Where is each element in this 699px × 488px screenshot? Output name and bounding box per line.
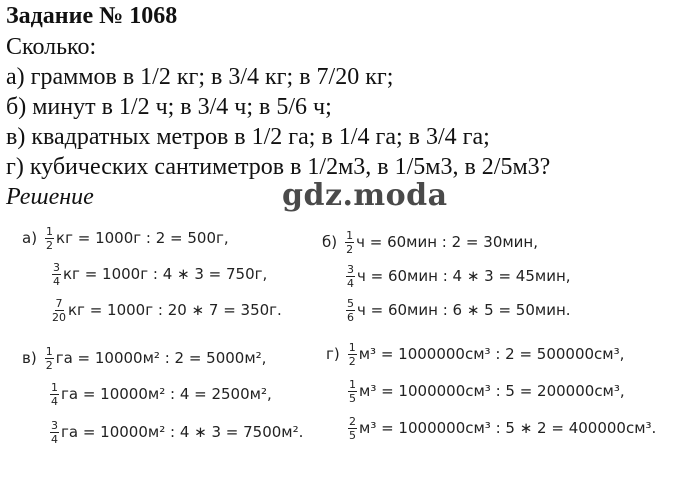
- solution-a-label: а): [22, 229, 38, 247]
- expression: ч = 60мин : 6 ∗ 5 = 50мин.: [357, 301, 571, 319]
- solution-b-line-3: [346, 296, 571, 324]
- question-d: г) кубических сантиметров в 1/2м3, в 1/5м3, в 2/5м3?: [6, 154, 551, 180]
- fraction: 1 2: [348, 340, 356, 368]
- expression: ч = 60мин : 4 ∗ 3 = 45мин,: [357, 267, 571, 285]
- fraction: 3 4: [51, 418, 58, 446]
- fraction: 1 4: [51, 380, 58, 408]
- expression: кг = 1000г : 20 ∗ 7 = 350г.: [68, 301, 282, 319]
- solution-a-line-3: [52, 296, 282, 324]
- solution-c-line-3: [50, 418, 303, 446]
- fraction: 1 5: [349, 377, 356, 405]
- fraction: 2 5: [349, 414, 356, 442]
- watermark-logo: gdz.moda: [282, 178, 448, 213]
- expression: га = 10000м² : 2 = 5000м²,: [55, 349, 267, 367]
- solution-c-line-2: [50, 380, 272, 408]
- solution-c-label: в): [22, 349, 37, 367]
- solution-d-label: г): [326, 345, 340, 363]
- fraction: 5 6: [347, 296, 354, 324]
- expression: га = 10000м² : 4 ∗ 3 = 7500м².: [61, 423, 304, 441]
- expression: м³ = 1000000см³ : 5 = 200000см³,: [359, 382, 625, 400]
- question-a: а) граммов в 1/2 кг; в 3/4 кг; в 7/20 кг;: [6, 64, 394, 90]
- solution-c-line-1: [22, 344, 266, 372]
- solution-heading: Решение: [6, 184, 94, 210]
- solution-b-line-1: [322, 228, 538, 256]
- fraction: 3 4: [53, 260, 60, 288]
- expression: м³ = 1000000см³ : 2 = 500000см³,: [358, 345, 625, 363]
- question-b: б) минут в 1/2 ч; в 3/4 ч; в 5/6 ч;: [6, 94, 332, 120]
- task-title: Задание № 1068: [6, 3, 178, 29]
- expression: га = 10000м² : 4 = 2500м²,: [61, 385, 272, 403]
- solution-d-line-2: [348, 377, 625, 405]
- fraction: 3 4: [347, 262, 354, 290]
- question-c: в) квадратных метров в 1/2 га; в 1/4 га; в 3/4 га;: [6, 124, 490, 150]
- expression: ч = 60мин : 2 = 30мин,: [356, 233, 538, 251]
- expression: кг = 1000г : 4 ∗ 3 = 750г,: [63, 265, 268, 283]
- expression: м³ = 1000000см³ : 5 ∗ 2 = 400000см³.: [359, 419, 657, 437]
- fraction: 7 20: [52, 296, 66, 324]
- solution-a-line-1: [22, 224, 229, 252]
- solution-d-line-1: [326, 340, 624, 368]
- solution-b-label: б): [322, 233, 338, 251]
- solution-b-line-2: [346, 262, 571, 290]
- fraction: 1 2: [45, 344, 53, 372]
- fraction: 1 2: [346, 228, 354, 256]
- expression: кг = 1000г : 2 = 500г,: [56, 229, 229, 247]
- task-subtitle: Сколько:: [6, 34, 97, 60]
- fraction: 1 2: [46, 224, 54, 252]
- solution-d-line-3: [348, 414, 656, 442]
- solution-a-line-2: [52, 260, 267, 288]
